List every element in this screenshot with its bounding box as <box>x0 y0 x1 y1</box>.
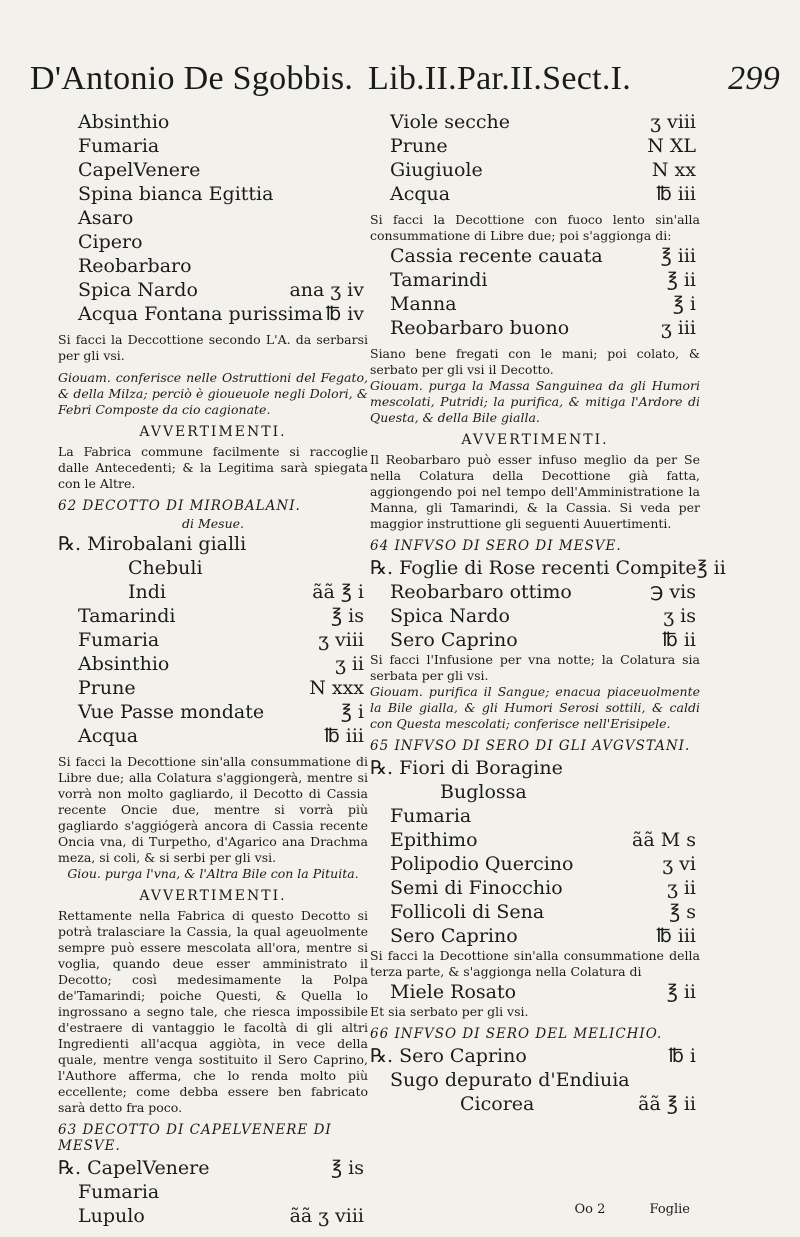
ingredient-row <box>58 724 368 748</box>
ingredient-row <box>370 924 700 948</box>
ingredient-row <box>370 828 700 852</box>
ingredient-name: Cassia recente cauata <box>390 245 603 267</box>
ingredient-name: Absinthio <box>78 111 170 133</box>
right-column <box>370 110 726 1116</box>
ingredient-row <box>370 876 700 900</box>
ingredient-name: Follicoli di Sena <box>390 901 545 923</box>
page-number: 299 <box>728 60 780 97</box>
ingredient-row <box>78 110 368 134</box>
ingredient-name: Asaro <box>78 207 134 229</box>
ingredient-amount: ʒ viii <box>318 629 364 651</box>
ingredient-name: Reobarbaro ottimo <box>390 581 572 603</box>
ingredient-row <box>370 604 700 628</box>
ingredient-row <box>390 158 700 182</box>
ingredient-name: Cicorea <box>460 1093 535 1115</box>
ingredient-name: Fumaria <box>78 135 160 157</box>
recipe-66-title: 66 INFVSO DI SERO DEL MELICHIO. <box>370 1026 663 1042</box>
ingredient-row <box>58 556 368 580</box>
ingredient-amount: ana ʒ iv <box>289 279 364 301</box>
ingredient-row <box>78 134 368 158</box>
ingredient-name: Spina bianca Egittia <box>78 183 274 205</box>
header-author: D'Antonio De Sgobbis. <box>30 60 354 97</box>
ingredient-name: Spica Nardo <box>78 279 198 301</box>
ingredient-name: Cipero <box>78 231 143 253</box>
ingredient-row <box>390 134 700 158</box>
ingredient-name: Buglossa <box>440 781 527 803</box>
paragraph-colatura: Siano bene fregati con le mani; poi colato, & serbato per gli vsi il Decotto. <box>370 346 700 377</box>
ingredient-amount: ℥ i <box>340 701 364 723</box>
ingredient-amount: ℥ is <box>331 1157 364 1179</box>
recipe-64-ingredients <box>370 556 726 652</box>
ingredient-row <box>58 1204 368 1228</box>
ingredient-amount: ãã ℥ ii <box>638 1093 696 1115</box>
ingredient-amount: N XL <box>647 135 696 157</box>
ingredient-row <box>370 556 726 580</box>
ingredient-name: Tamarindi <box>390 269 488 291</box>
avvertimenti-heading: AVVERTIMENTI. <box>139 888 287 904</box>
recipe-65-title: 65 INFVSO DI SERO DI GLI AVGVSTANI. <box>370 738 691 754</box>
ingredient-row <box>78 230 368 254</box>
paragraph-serbato: Et sia serbato per gli vsi. <box>370 1004 529 1019</box>
paragraph-virtues: Giouam. conferisce nelle Ostruttioni del Fegato, & della Milza; perciò è gioueuole negli Dolori, & Febri Composte da cio cagionate. <box>58 370 368 417</box>
ingredient-row <box>390 244 700 268</box>
paragraph-recipe-64-virtues: Giouam. purifica il Sangue; enacua piaceuolmente la Bile gialla, & gli Humori Serosi sottili, & caldi con Questa mescolati; conferisce nell'Erisipele. <box>370 684 700 731</box>
ingredient-name: CapelVenere <box>78 159 201 181</box>
ingredient-amount: ℥ ii <box>666 269 696 291</box>
recipe-64-title: 64 INFVSO DI SERO DI MESVE. <box>370 538 622 554</box>
ingredient-amount: ℥ ii <box>666 981 696 1003</box>
ingredient-row <box>58 700 368 724</box>
paragraph-recipe-62: Si facci la Decottione sin'alla consummatione di Libre due; alla Colatura s'aggiongerà, mentre si vorrà non molto gagliardo, il Decotto di Cassia recente Oncie due, mentre si vorrà più gagliardo s'aggiógerà ancora di Cassia recente Oncia vna, di Turpetho, d'Agarico ana Drachma meza, si coli, & si serbi per gli vsi. <box>58 754 368 865</box>
ingredient-name: Viole secche <box>390 111 511 133</box>
ingredient-name: Tamarindi <box>78 605 176 627</box>
ingredient-name: ℞. CapelVenere <box>58 1157 210 1179</box>
ingredient-name: Vue Passe mondate <box>78 701 265 723</box>
recipe-62-ingredients <box>58 532 368 748</box>
ingredient-name: ℞. Fiori di Boragine <box>370 757 563 779</box>
ingredient-name: Lupulo <box>78 1205 145 1227</box>
ingredient-row <box>390 110 700 134</box>
paragraph-preparation: Si facci la Deccottione secondo L'A. da serbarsi per gli vsi. <box>58 332 368 363</box>
ingredient-row <box>58 604 368 628</box>
ingredient-name: Miele Rosato <box>390 981 517 1003</box>
ingredient-name: Fumaria <box>78 629 160 651</box>
header-section: Lib.II.Par.II.Sect.I. <box>368 60 632 97</box>
ingredient-row <box>370 1092 700 1116</box>
ingredient-amount: ℥ ii <box>696 557 726 579</box>
ingredient-amount: ãã ℥ i <box>312 581 364 603</box>
ingredient-row <box>370 580 700 604</box>
ingredient-row <box>78 206 368 230</box>
ingredient-name: Reobarbaro <box>78 255 192 277</box>
ingredient-row <box>58 532 368 556</box>
ingredient-amount: ℈ vis <box>650 581 696 603</box>
ingredient-row <box>58 676 368 700</box>
signature-mark: Oo 2 <box>574 1202 606 1217</box>
ingredient-row <box>78 302 368 326</box>
ingredient-amount: N xx <box>651 159 696 181</box>
ingredient-amount: ℔ iii <box>656 925 696 947</box>
ingredient-row <box>58 628 368 652</box>
ingredient-name: Acqua <box>390 183 451 205</box>
ingredient-name: Reobarbaro buono <box>390 317 570 339</box>
ingredient-name: Fumaria <box>78 1181 160 1203</box>
ingredient-row <box>78 278 368 302</box>
ingredient-name: Absinthio <box>78 653 170 675</box>
ingredient-name: Semi di Finocchio <box>390 877 563 899</box>
paragraph-preparation: Si facci la Decottione con fuoco lento sin'alla consummatione di Libre due; poi s'aggionga di: <box>370 212 700 243</box>
ingredient-amount: ℔ iii <box>324 725 364 747</box>
paragraph-virtues: Giouam. purga la Massa Sanguinea da gli Humori mescolati, Putridi; la purifica, & mitiga l'Ardore di Questa, & della Bile gialla. <box>370 378 700 425</box>
recipe-63-title: 63 DECOTTO DI CAPELVENERE DI MESVE. <box>58 1122 332 1154</box>
ingredient-row <box>370 756 700 780</box>
ingredient-row <box>58 652 368 676</box>
catchword: Foglie <box>649 1202 690 1217</box>
avvertimenti-text: Rettamente nella Fabrica di questo Decotto si potrà tralasciare la Cassia, la qual ageuolmente sempre può essere mescolata all'ora, mentre si voglia, quando deue esser amministrato il Decotto; così medesimamente la Polpa de'Tamarindi; poiche Questi, & Quella lo ingrossano a segno tale, che riesca impossibile d'estraere di vantaggio le facoltà di gli altri Ingredienti all'acqua aggiòta, in vece della quale, mentre venga sostituito il Sero Caprino, l'Authore afferma, che lo renda molto più eccellente; come debba essere ben fabricato sarà detto fra poco. <box>58 908 368 1115</box>
paragraph-recipe-62-virtues: Giou. purga l'vna, & l'Altra Bile con la Pituita. <box>67 866 359 881</box>
ingredient-name: Fumaria <box>390 805 472 827</box>
avvertimenti-text: La Fabrica commune facilmente si raccoglie dalle Antecedenti; & la Legitima sarà spiegata con le Altre. <box>58 444 368 491</box>
ingredient-amount: ʒ iii <box>661 317 696 339</box>
ingredient-row <box>370 804 700 828</box>
ingredient-name: Indi <box>128 581 166 603</box>
ingredient-list-top-right <box>370 110 700 206</box>
ingredient-name: Sugo depurato d'Endiuia <box>390 1069 630 1091</box>
ingredient-amount: ʒ viii <box>650 111 696 133</box>
ingredient-name: Giugiuole <box>390 159 483 181</box>
running-header <box>30 55 780 103</box>
recipe-62-subtitle: di Mesue. <box>181 516 244 531</box>
ingredient-row <box>390 292 700 316</box>
ingredient-row <box>390 316 700 340</box>
ingredient-amount: ℔ i <box>668 1045 696 1067</box>
ingredient-amount: ℥ s <box>669 901 696 923</box>
ingredient-amount: ℥ is <box>331 605 364 627</box>
ingredient-name: Prune <box>78 677 136 699</box>
ingredient-row <box>370 780 700 804</box>
ingredient-name: ℞. Sero Caprino <box>370 1045 527 1067</box>
ingredient-amount: ʒ vi <box>662 853 696 875</box>
avvertimenti-text: Il Reobarbaro può esser infuso meglio da per Se nella Colatura della Decottione già fatta, aggiongendo poi nel tempo dell'Amministratione la Manna, gli Tamarindi, & la Cassia. Si veda per maggior instruttione gli seguenti Auuertimenti. <box>370 452 700 531</box>
ingredient-row <box>58 580 368 604</box>
ingredient-name: Chebuli <box>128 557 203 579</box>
ingredient-name: Acqua <box>78 725 139 747</box>
recipe-62-title: 62 DECOTTO DI MIROBALANI. <box>58 498 301 514</box>
ingredient-amount: ãã M s <box>632 829 696 851</box>
page-footer <box>575 1202 691 1217</box>
ingredient-list-top-left <box>58 110 368 326</box>
ingredient-row <box>370 1068 700 1092</box>
ingredient-row <box>390 268 700 292</box>
ingredient-row <box>370 628 700 652</box>
recipe-65-ingredients <box>370 756 700 948</box>
ingredient-row <box>58 1180 368 1204</box>
ingredient-row <box>78 182 368 206</box>
ingredient-row <box>370 980 700 1004</box>
ingredient-amount: ℔ iv <box>325 303 364 325</box>
ingredient-row <box>370 852 700 876</box>
ingredient-amount: ʒ ii <box>667 877 696 899</box>
ingredient-amount: ℔ ii <box>662 629 696 651</box>
ingredient-name: ℞. Mirobalani gialli <box>58 533 247 555</box>
recipe-63-ingredients <box>58 1156 368 1228</box>
ingredient-amount: ʒ is <box>663 605 696 627</box>
ingredient-name: Polipodio Quercino <box>390 853 574 875</box>
ingredient-row <box>370 900 700 924</box>
ingredient-amount: N xxx <box>309 677 364 699</box>
paragraph-recipe-64: Si facci l'Infusione per vna notte; la Colatura sia serbata per gli vsi. <box>370 652 700 683</box>
ingredient-row <box>78 254 368 278</box>
ingredient-name: Sero Caprino <box>390 629 518 651</box>
ingredient-amount: ℥ iii <box>660 245 696 267</box>
ingredient-name: Manna <box>390 293 457 315</box>
ingredient-row <box>58 1156 368 1180</box>
ingredient-name: ℞. Foglie di Rose recenti Compite <box>370 557 697 579</box>
ingredient-list-mid-right <box>370 244 700 340</box>
ingredient-name: Prune <box>390 135 448 157</box>
recipe-66-ingredients <box>370 1044 700 1116</box>
avvertimenti-heading: AVVERTIMENTI. <box>139 424 287 440</box>
left-column <box>58 110 368 1228</box>
ingredient-name: Acqua Fontana purissima <box>78 303 323 325</box>
ingredient-name: Spica Nardo <box>390 605 510 627</box>
ingredient-row <box>390 182 700 206</box>
avvertimenti-heading: AVVERTIMENTI. <box>461 432 609 448</box>
ingredient-name: Sero Caprino <box>390 925 518 947</box>
ingredient-row <box>78 158 368 182</box>
ingredient-amount: ãã ʒ viii <box>289 1205 364 1227</box>
ingredient-row <box>370 1044 700 1068</box>
ingredient-amount: ℥ i <box>672 293 696 315</box>
ingredient-name: Epithimo <box>390 829 478 851</box>
paragraph-recipe-65: Si facci la Decottione sin'alla consummatione della terza parte, & s'aggionga nella Colatura di <box>370 948 700 979</box>
ingredient-amount: ʒ ii <box>335 653 364 675</box>
ingredient-amount: ℔ iii <box>656 183 696 205</box>
